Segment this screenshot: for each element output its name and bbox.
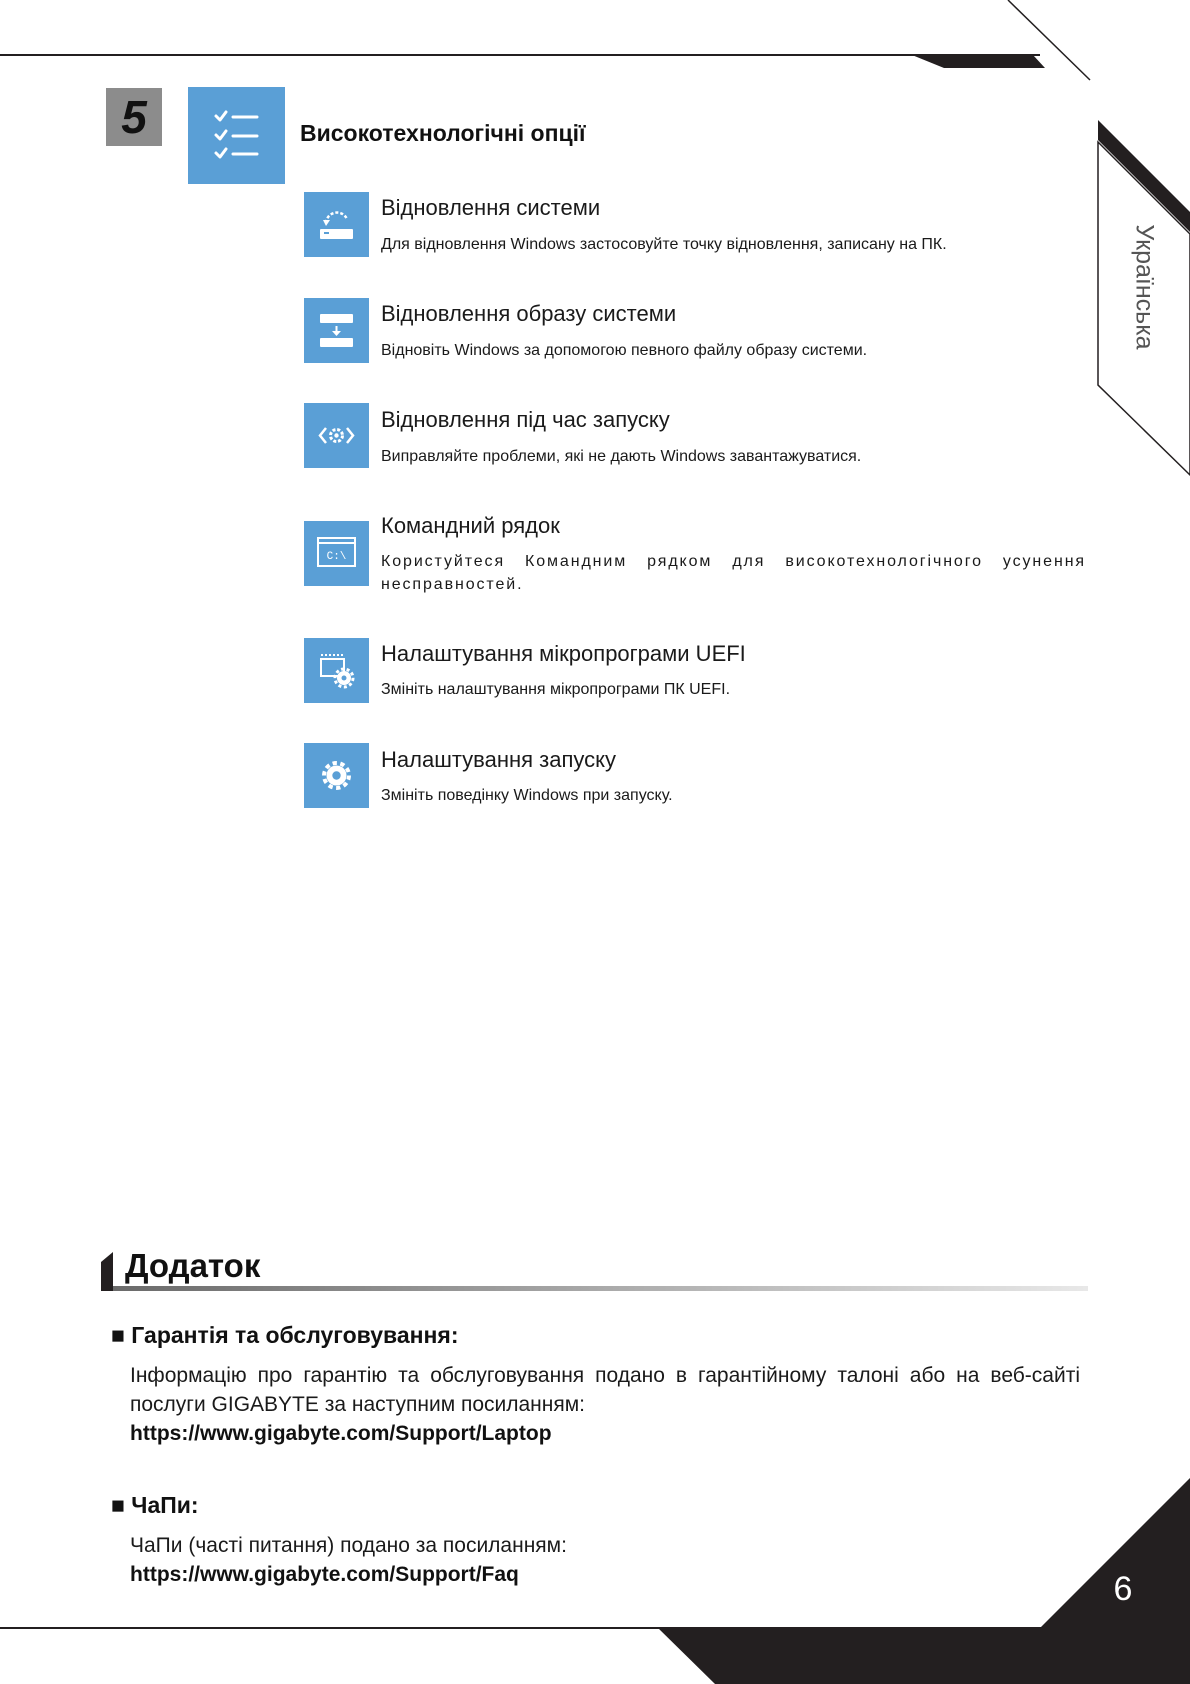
option-desc-system-restore: Для відновлення Windows застосовуйте точку відновлення, записану на ПК. [381,236,947,253]
command-prompt-icon-text: C:\ [326,551,347,563]
bullet-square-icon: ■ [111,1492,125,1518]
appendix-title: Додаток [125,1247,261,1284]
faq-heading [111,1492,199,1519]
warranty-heading-text: Гарантія та обслуговування: [131,1322,459,1348]
option-desc-startup-repair: Виправляйте проблеми, які не дають Windows завантажуватися. [381,448,862,465]
option-title-uefi-settings[interactable]: Налаштування мікропрограми UEFI [381,641,746,666]
option-desc-command-prompt: Користуйтеся Командним рядком для високотехнологічного усунення несправностей. [381,553,1086,593]
warranty-link[interactable]: https://www.gigabyte.com/Support/Laptop [130,1422,552,1445]
option-desc-startup-settings: Змініть поведінку Windows при запуску. [381,787,673,804]
option-title-command-prompt[interactable]: Командний рядок [381,513,560,538]
bullet-square-icon: ■ [111,1322,125,1348]
section-title: Високотехнологічні опції [300,120,586,146]
system-restore-icon[interactable] [304,192,369,257]
warranty-heading [111,1322,459,1349]
option-title-startup-repair[interactable]: Відновлення під час запуску [381,407,670,432]
startup-repair-icon[interactable] [304,403,369,468]
option-desc-uefi-settings: Змініть налаштування мікропрограми ПК UEFI. [381,681,731,698]
page-number: 6 [1113,1570,1133,1608]
option-title-system-restore[interactable]: Відновлення системи [381,195,601,220]
warranty-text: Інформацію про гарантію та обслуговування подано в гарантійному талоні або на веб-сайті послуги GIGABYTE за наступним посиланням: [130,1364,1080,1416]
system-image-recovery-icon[interactable] [304,298,369,363]
faq-heading-text: ЧаПи: [131,1492,199,1518]
uefi-settings-icon[interactable] [304,638,369,703]
step-number: 5 [106,88,162,146]
option-title-startup-settings[interactable]: Налаштування запуску [381,747,617,772]
language-label: Українська [1130,224,1159,350]
checklist-icon [188,87,285,184]
option-title-system-image-recovery[interactable]: Відновлення образу системи [381,301,677,326]
appendix-rule [113,1286,1088,1291]
bottom-wedge [658,1628,1190,1684]
startup-settings-icon[interactable] [304,743,369,808]
option-desc-system-image-recovery: Відновіть Windows за допомогою певного файлу образу системи. [381,342,868,359]
faq-text: ЧаПи (часті питання) подано за посиланням: [130,1534,567,1557]
command-prompt-icon[interactable] [304,521,369,586]
top-rule-wedge [912,55,1045,68]
appendix-tab-marker [101,1252,113,1291]
faq-link[interactable]: https://www.gigabyte.com/Support/Faq [130,1563,519,1586]
language-side-tab [1118,205,1170,370]
